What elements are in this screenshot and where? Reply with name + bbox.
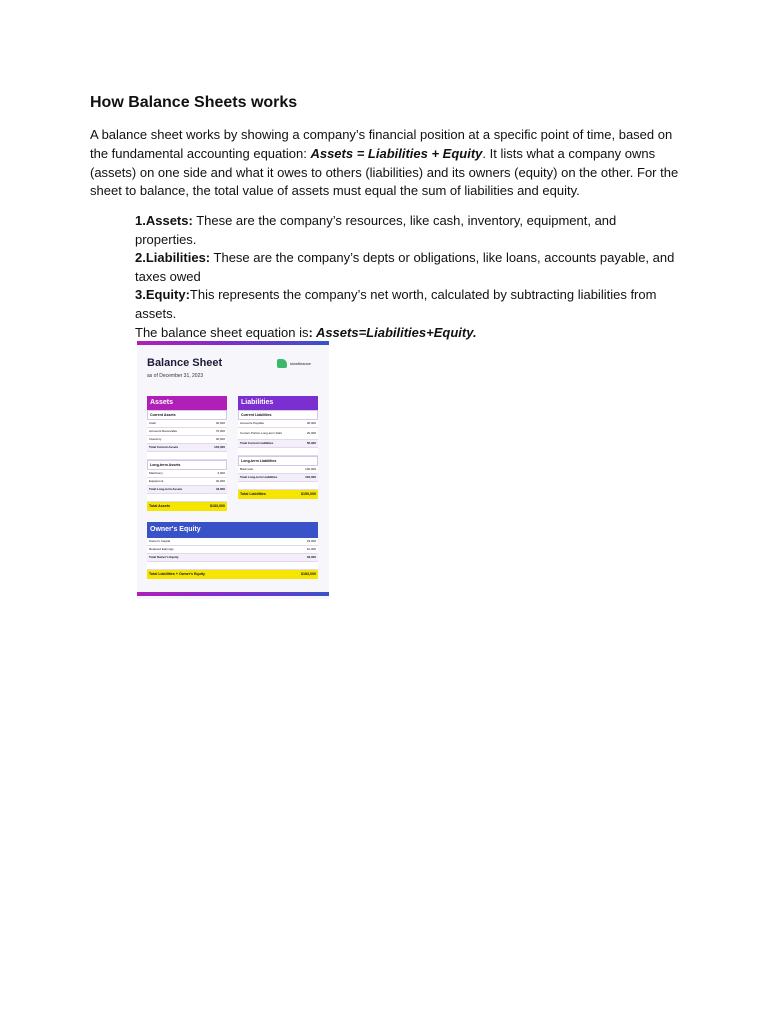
row-label: Accounts Receivable xyxy=(149,429,178,433)
liabilities-panel xyxy=(238,396,318,499)
equity-panel xyxy=(147,522,318,579)
table-row xyxy=(147,436,227,444)
closing-prefix: The balance sheet equation is xyxy=(135,324,309,340)
table-row xyxy=(147,470,227,478)
sheet-date: as of December 31, 2023 xyxy=(147,373,204,379)
spacer-row xyxy=(238,482,318,490)
row-value: 40,000 xyxy=(215,421,225,425)
row-label: Total Owner's Equity xyxy=(149,555,179,559)
row-value: 100,000 xyxy=(305,475,316,479)
row-label: Total Current Liabilities xyxy=(240,441,274,445)
row-label: Cash xyxy=(149,421,157,425)
row-label: Total Current Assets xyxy=(149,445,179,449)
logo-text: slowfinance xyxy=(290,361,311,366)
row-label: Machinery xyxy=(149,471,163,475)
closing-line xyxy=(135,324,680,343)
list-item-equity xyxy=(135,286,680,323)
list-text: This represents the company’s net worth, calculated by subtracting liabilities from assets. xyxy=(135,287,657,321)
row-label: Inventory xyxy=(149,437,162,441)
closing-equation: Assets=Liabilities+Equity. xyxy=(312,324,477,340)
spacer-row xyxy=(147,494,227,502)
total-liabilities-row xyxy=(238,490,318,499)
intro-paragraph xyxy=(90,126,690,201)
list-item-assets xyxy=(135,212,680,249)
accounting-equation: Assets = Liabilities + Equity xyxy=(310,145,483,161)
spacer-row xyxy=(238,448,318,456)
row-label: Retained Earnings xyxy=(149,547,174,551)
spacer-row xyxy=(147,452,227,460)
table-row-total xyxy=(147,486,227,494)
row-value: 50,000 xyxy=(306,441,316,445)
row-value: 20,000 xyxy=(306,431,316,435)
row-value: $183,000 xyxy=(301,572,316,576)
row-label: Accounts Payable xyxy=(240,421,265,425)
row-value: $183,000 xyxy=(210,504,225,508)
table-row xyxy=(238,428,318,440)
row-label: Current Portion Long-term Debt xyxy=(240,431,283,435)
intro-text-2: . It lists what a company owns (assets) on one side and what it owes to others (liabilities) and its owners (equity) on the other. For the sheet to balance, the total value of assets must equal the sum of liabilities and equity. xyxy=(90,145,679,199)
longterm-liabilities-label: Long-term Liabilities xyxy=(238,456,318,466)
total-assets-row xyxy=(147,502,227,511)
longterm-assets-label: Long-term Assets xyxy=(147,460,227,470)
table-row-total xyxy=(147,444,227,452)
total-liabilities-equity-row xyxy=(147,570,318,579)
row-value: 33,000 xyxy=(306,555,316,559)
sheet-title: Balance Sheet xyxy=(147,357,223,369)
table-row xyxy=(147,546,318,554)
equity-heading: Owner's Equity xyxy=(147,522,318,538)
bottom-gradient-bar xyxy=(137,592,329,596)
table-row xyxy=(147,420,227,428)
piggy-logo-icon xyxy=(277,359,287,368)
table-row-total xyxy=(238,440,318,448)
row-value: 70,000 xyxy=(215,429,225,433)
assets-panel xyxy=(147,396,227,511)
table-row xyxy=(238,466,318,474)
row-value: 100,000 xyxy=(305,467,316,471)
table-row xyxy=(147,538,318,546)
table-row xyxy=(238,420,318,428)
row-value: 40,000 xyxy=(215,479,225,483)
list-text: These are the company’s resources, like cash, inventory, equipment, and properties. xyxy=(135,213,617,247)
list-label: 1.Assets: xyxy=(135,213,193,228)
intro-text-1: A balance sheet works by showing a company’s financial position at a specific point of time, based on the fundamental accounting equation: xyxy=(90,127,673,161)
row-label: Total Long-term Liabilities xyxy=(240,475,278,479)
row-label: Bank loan xyxy=(240,467,254,471)
list-text: These are the company’s depts or obligations, like loans, accounts payable, and taxes owed xyxy=(135,250,675,284)
row-label: Total Assets xyxy=(149,504,170,508)
liabilities-heading: Liabilities xyxy=(238,396,318,410)
list-label: 3.Equity: xyxy=(135,287,190,303)
row-value: 30,000 xyxy=(215,437,225,441)
current-liabilities-label: Current Liabilities xyxy=(238,410,318,420)
table-row-total xyxy=(238,474,318,482)
row-label: Total Liabilities xyxy=(240,492,266,496)
current-assets-label: Current Assets xyxy=(147,410,227,420)
page-title: How Balance Sheets works xyxy=(90,94,298,111)
row-label: Equipment xyxy=(149,479,164,483)
closing-colon: : xyxy=(308,324,313,340)
list-label: 2.Liabilities: xyxy=(135,250,211,266)
list-item-liabilities xyxy=(135,249,680,286)
spacer-row xyxy=(147,562,318,570)
table-row-total xyxy=(147,554,318,562)
row-value: 10,000 xyxy=(306,547,316,551)
assets-heading: Assets xyxy=(147,396,227,410)
row-value: 3,000 xyxy=(217,471,225,475)
row-label: Total Long-term Assets xyxy=(149,487,183,491)
row-value: 30,000 xyxy=(306,421,316,425)
table-row xyxy=(147,428,227,436)
table-row xyxy=(147,478,227,486)
row-value: 140,000 xyxy=(214,445,225,449)
balance-sheet-image xyxy=(137,341,329,599)
top-gradient-bar xyxy=(137,341,329,345)
row-value: 23,000 xyxy=(306,539,316,543)
row-label: Owner's Capital xyxy=(149,539,171,543)
definitions-list xyxy=(135,212,680,342)
row-label: Total Liabilities + Owner's Equity xyxy=(149,572,206,576)
row-value: $150,000 xyxy=(301,492,316,496)
row-value: 43,000 xyxy=(215,487,225,491)
